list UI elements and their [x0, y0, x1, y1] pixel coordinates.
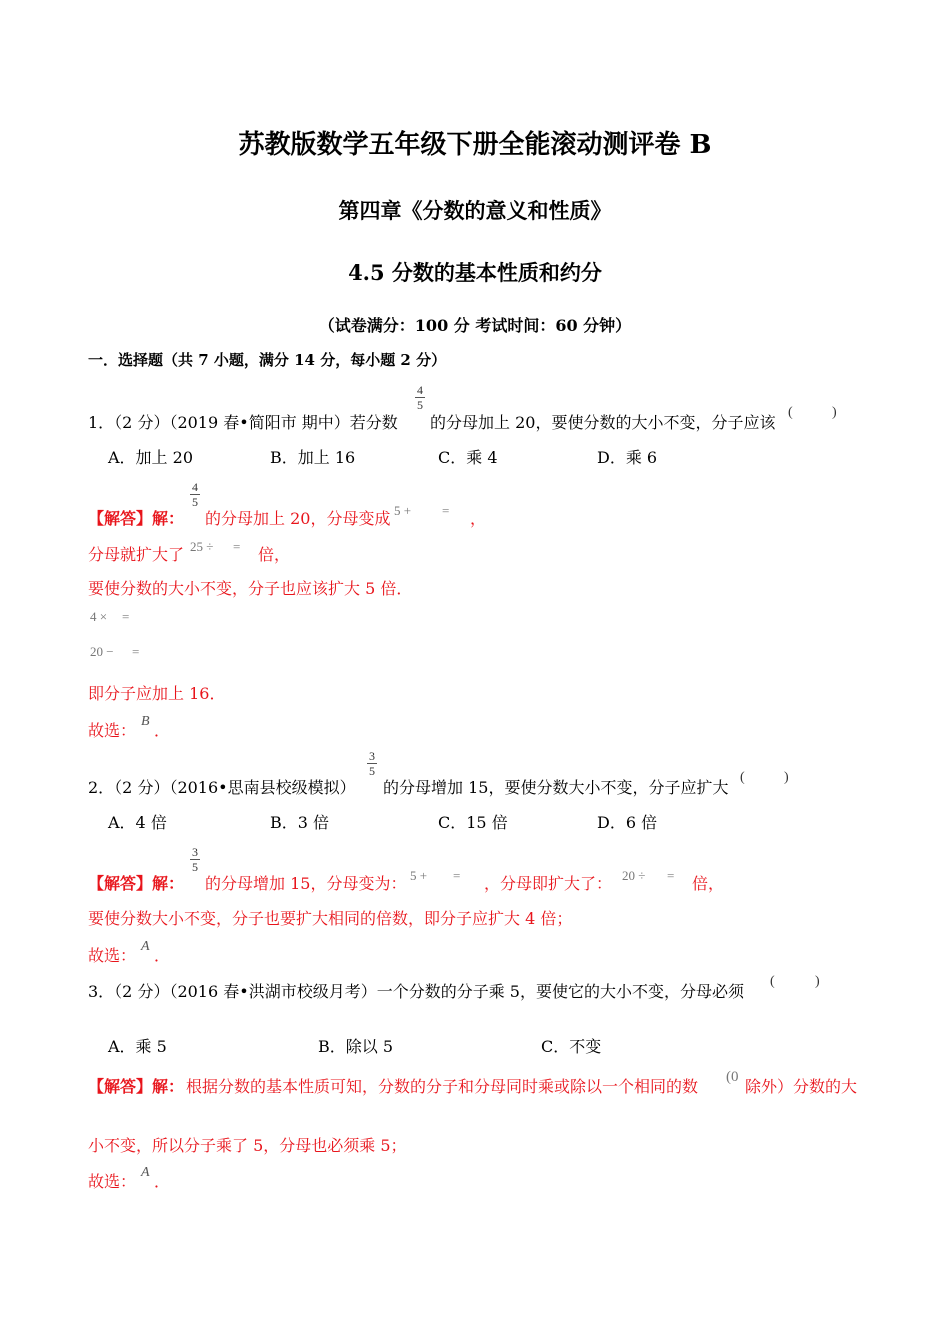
q3-answer-line1b: 除外）分数的大 — [745, 1077, 858, 1096]
q1-suffix: 的分母加上 20，要使分数的大小不变，分子应该 — [430, 413, 776, 432]
q2-expr1a: 5 + — [410, 868, 428, 883]
q2-answer-mid: ，分母即扩大了： — [484, 874, 613, 893]
q1-expr2b: = — [233, 539, 241, 554]
section-heading: 一．选择题（共 7 小题，满分 14 分，每小题 2 分） — [88, 351, 447, 369]
q2-prefix: 2．（2 分）（2016•思南县校级模拟） — [88, 778, 356, 797]
q3-choice: A — [141, 1165, 150, 1180]
q2-suffix: 的分母增加 15，要使分数大小不变，分子应扩大 — [383, 778, 729, 797]
q1-answer-line3: 要使分数的大小不变，分子也应该扩大 5 倍． — [88, 579, 413, 598]
q2-option-c: C．15 倍 — [438, 813, 508, 832]
q1-calc1a: 4 × — [90, 609, 108, 624]
q1-option-d: D．乘 6 — [597, 448, 658, 467]
q2-choose-label: 故选： — [88, 946, 137, 965]
q1-frac-num: 4 — [417, 383, 423, 397]
q3-answer-tag: 【解答】解： — [88, 1077, 185, 1096]
q2-ans-frac-num: 3 — [192, 845, 198, 859]
q1-answer-tag: 【解答】解： — [88, 509, 185, 528]
q3-answer-zero: (0 — [726, 1069, 739, 1085]
q2-option-b: B．3 倍 — [270, 813, 330, 832]
q1-period: ． — [154, 721, 171, 740]
q3-option-a: A．乘 5 — [108, 1037, 167, 1056]
q2-period: ． — [154, 946, 171, 965]
q1-option-a: A．加上 20 — [108, 448, 194, 467]
q2-expr2b: = — [667, 868, 675, 883]
q2-fraction — [367, 749, 377, 778]
q2-frac-den: 5 — [369, 764, 375, 778]
q2-answer-end: 倍， — [692, 874, 725, 893]
q3-text: 3．（2 分）（2016 春•洪湖市校级月考）一个分数的分子乘 5，要使它的大小不变，分母必须 — [88, 982, 744, 1001]
chapter-title: 第四章《分数的意义和性质》 — [338, 198, 612, 223]
q3-paren-right: ) — [815, 974, 820, 989]
q1-fraction — [415, 383, 425, 412]
q1-answer-fraction — [190, 480, 200, 509]
q1-option-c: C．乘 4 — [438, 448, 498, 467]
q3-period: ． — [154, 1172, 171, 1191]
q2-frac-num: 3 — [369, 749, 375, 763]
q2-answer-tag: 【解答】解： — [88, 874, 185, 893]
q1-answer-line4: 即分子应加上 16． — [88, 684, 226, 703]
q3-choose-label: 故选： — [88, 1172, 137, 1191]
q1-line2-end: 倍， — [258, 545, 291, 564]
q2-answer-fraction — [190, 845, 200, 874]
q3-option-b: B．除以 5 — [318, 1037, 394, 1056]
q1-calc2b: = — [132, 644, 140, 659]
q1-option-b: B．加上 16 — [270, 448, 356, 467]
q3-option-c: C．不变 — [541, 1037, 602, 1056]
q2-expr1b: = — [453, 868, 461, 883]
q3-paren-left: ( — [770, 974, 775, 989]
q1-calc1b: = — [122, 609, 130, 624]
q1-frac-den: 5 — [417, 398, 423, 412]
q2-option-d: D．6 倍 — [597, 813, 658, 832]
q2-paren-right: ) — [784, 770, 789, 785]
q1-answer-line2: 分母就扩大了 — [88, 545, 185, 564]
q1-paren-right: ) — [832, 405, 837, 420]
q1-expr1b: = — [442, 503, 450, 518]
q1-choose-label: 故选： — [88, 721, 137, 740]
exam-info: （试卷满分：100 分 考试时间：60 分钟） — [318, 316, 632, 335]
lesson-title: 4.5 分数的基本性质和约分 — [348, 260, 602, 285]
q1-expr1a: 5 + — [394, 503, 412, 518]
q1-ans-frac-num: 4 — [192, 480, 198, 494]
q2-answer-line1: 的分母增加 15，分母变为： — [205, 874, 407, 893]
q2-ans-frac-den: 5 — [192, 860, 198, 874]
q1-prefix: 1．（2 分）（2019 春•简阳市 期中）若分数 — [88, 413, 398, 432]
q2-expr2a: 20 ÷ — [622, 868, 646, 883]
q1-answer-line1: 的分母加上 20，分母变成 — [205, 509, 391, 528]
q2-choice: A — [141, 939, 150, 954]
q1-calc2a: 20 − — [90, 644, 114, 659]
q1-choice: B — [141, 714, 150, 729]
q1-paren-left: ( — [788, 405, 793, 420]
q1-expr2a: 25 ÷ — [190, 539, 214, 554]
q1-ans-frac-den: 5 — [192, 495, 198, 509]
q2-paren-left: ( — [740, 770, 745, 785]
q3-answer-line1a: 根据分数的基本性质可知，分数的分子和分母同时乘或除以一个相同的数 — [186, 1077, 699, 1096]
q1-comma: ， — [470, 509, 487, 528]
q2-option-a: A．4 倍 — [108, 813, 167, 832]
doc-title: 苏教版数学五年级下册全能滚动测评卷 B — [238, 130, 712, 160]
q2-answer-line2: 要使分数大小不变，分子也要扩大相同的倍数，即分子应扩大 4 倍； — [88, 909, 573, 928]
q3-answer-line2: 小不变，所以分子乘了 5，分母也必须乘 5； — [88, 1136, 407, 1155]
